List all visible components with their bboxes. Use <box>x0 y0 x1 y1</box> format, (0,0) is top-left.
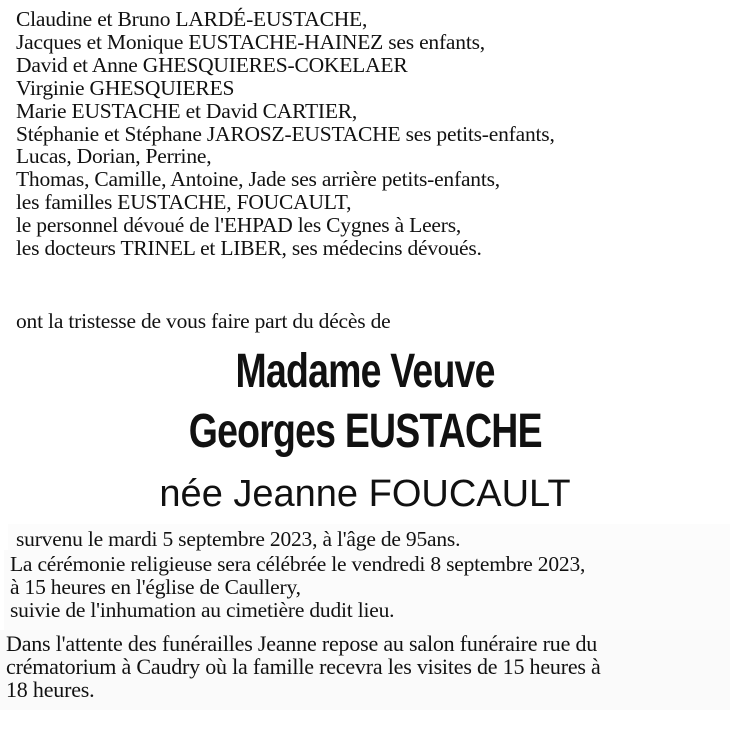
family-line: les familles EUSTACHE, FOUCAULT, <box>16 190 352 215</box>
family-line: David et Anne GHESQUIERES-COKELAER <box>16 52 408 77</box>
maiden-name: née Jeanne FOUCAULT <box>159 473 571 515</box>
visitation-line: crématorium à Caudry où la famille recevra les visites de 15 heures à <box>6 654 601 679</box>
family-line: Claudine et Bruno LARDÉ-EUSTACHE, <box>16 7 368 31</box>
ceremony-line: à 15 heures en l'église de Caullery, <box>10 575 301 599</box>
family-list <box>16 8 716 260</box>
visitation-line: Dans l'attente des funérailles Jeanne repose au salon funéraire rue du <box>6 631 598 656</box>
family-line: les docteurs TRINEL et LIBER, ses médecins dévoués. <box>16 236 482 261</box>
deceased-title: Madame Veuve <box>235 345 495 398</box>
ceremony-line: suivie de l'inhumation au cimetière dudit lieu. <box>10 598 395 622</box>
deceased-name-line2 <box>0 406 730 458</box>
visitation-line: 18 heures. <box>6 677 95 702</box>
death-details: survenu le mardi 5 septembre 2023, à l'âge de 95ans. <box>16 527 461 551</box>
announcement-intro: ont la tristesse de vous faire part du décès de <box>16 309 391 333</box>
family-line: le personnel dévoué de l'EHPAD les Cygnes à Leers, <box>16 213 462 238</box>
deceased-name: Georges EUSTACHE <box>188 405 542 458</box>
deceased-name-line1 <box>0 346 730 398</box>
family-line: Jacques et Monique EUSTACHE-HAINEZ ses enfants, <box>16 29 485 54</box>
family-line: Stéphanie et Stéphane JAROSZ-EUSTACHE ses petits-enfants, <box>16 121 555 146</box>
visitation-details <box>6 632 601 701</box>
family-line: Marie EUSTACHE et David CARTIER, <box>16 98 358 123</box>
ceremony-line: La cérémonie religieuse sera célébrée le vendredi 8 septembre 2023, <box>10 552 586 576</box>
family-line: Virginie GHESQUIERES <box>16 75 235 100</box>
ceremony-details <box>10 553 585 622</box>
family-line: Lucas, Dorian, Perrine, <box>16 144 212 169</box>
family-line: Thomas, Camille, Antoine, Jade ses arrière petits-enfants, <box>16 167 500 192</box>
